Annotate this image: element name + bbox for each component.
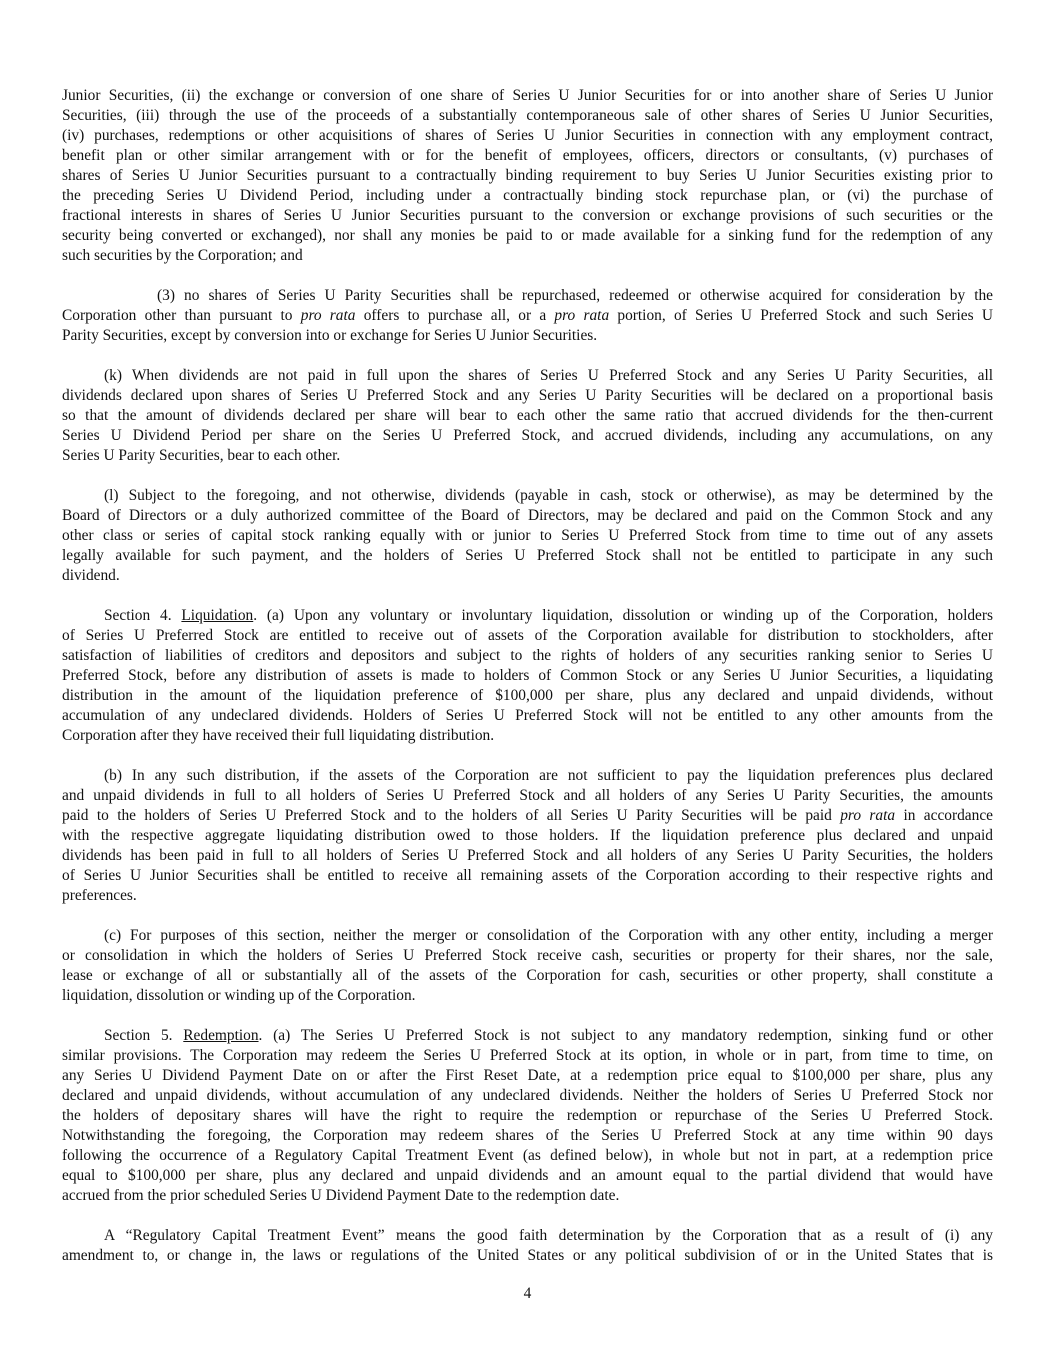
- text-segment: Board of Directors or a duly authorized committee of the Board of Directors, may be declared and paid on the Common Stock and any: [62, 507, 993, 524]
- text-segment: Parity Securities, except by conversion into or exchange for Series U Junior Securities.: [62, 327, 598, 344]
- text-segment: fractional interests in shares of Series U Junior Securities pursuant to the conversion or exchange provisions of such securities or the: [62, 207, 993, 224]
- text-segment: paid to the holders of Series U Preferred Stock and to the holders of all Series U Parity Securities will be paid: [62, 807, 841, 824]
- text-segment: in accordance: [895, 807, 993, 824]
- text-line: [62, 1226, 993, 1246]
- text-segment: Series U Parity Securities, bear to each other.: [62, 447, 341, 464]
- text-line: [62, 606, 993, 626]
- text-segment: such securities by the Corporation; and: [62, 247, 303, 264]
- text-segment: (b) In any such distribution, if the assets of the Corporation are not sufficient to pay the liquidation preferences plus declared: [104, 767, 993, 784]
- text-segment: of Series U Preferred Stock are entitled to receive out of assets of the Corporation available for distribution to stockholders, after: [62, 627, 993, 644]
- text-segment: dividends has been paid in full to all holders of Series U Preferred Stock and all holders of any Series U Parity Securities, the holders: [62, 847, 993, 864]
- text-line: [62, 806, 993, 826]
- text-segment: offers to purchase all, or a: [355, 307, 555, 324]
- text-segment: so that the amount of dividends declared per share will bear to each other the same ratio that accrued dividends for the then-current: [62, 407, 993, 424]
- text-segment: Section 4.: [104, 607, 182, 624]
- text-line: [62, 446, 993, 466]
- text-segment: satisfaction of liabilities of creditors and depositors and subject to the rights of holders of any securities ranking senior to Series U: [62, 647, 993, 664]
- text-line: [62, 1106, 993, 1126]
- text-line: [62, 786, 993, 806]
- text-segment: Preferred Stock, before any distribution of assets is made to holders of Common Stock or any Series U Junior Securities, a liquidating: [62, 667, 993, 684]
- text-line: [62, 226, 993, 246]
- text-segment: declared and unpaid dividends, without accumulation of any undeclared dividends. Neither the holders of Series U Preferred Stock nor: [62, 1087, 993, 1104]
- text-segment: shares of Series U Junior Securities pursuant to a contractually binding requirement to buy Series U Junior Securities existing prior to: [62, 167, 993, 184]
- text-segment: or consolidation in which the holders of Series U Preferred Stock receive cash, securities or property for their shares, nor the sale,: [62, 947, 993, 964]
- text-line: [62, 506, 993, 526]
- text-segment: Corporation after they have received their full liquidating distribution.: [62, 727, 495, 744]
- text-line: [62, 1086, 993, 1106]
- italic-term: pro rata: [300, 307, 356, 324]
- text-line: [62, 86, 993, 106]
- paragraph: [62, 926, 993, 1006]
- text-line: [62, 206, 993, 226]
- text-line: [62, 1046, 993, 1066]
- text-line: [62, 686, 993, 706]
- text-line: [62, 726, 993, 746]
- text-line: [62, 106, 993, 126]
- text-segment: equal to $100,000 per share, plus any declared and unpaid dividends and an amount equal to the partial dividend that would have: [62, 1167, 993, 1184]
- text-segment: . (a) Upon any voluntary or involuntary liquidation, dissolution or winding up of the Corporation, holders: [253, 607, 993, 624]
- text-segment: similar provisions. The Corporation may redeem the Series U Preferred Stock at its option, in whole or in part, from time to time, on: [62, 1047, 993, 1064]
- text-segment: (l) Subject to the foregoing, and not otherwise, dividends (payable in cash, stock or otherwise), as may be determined by the: [104, 487, 993, 504]
- text-segment: Securities, (iii) through the use of the proceeds of a substantially contemporaneous sale of other shares of Series U Junior Securities,: [62, 107, 993, 124]
- text-line: [62, 186, 993, 206]
- text-line: [62, 406, 993, 426]
- text-line: [62, 626, 993, 646]
- text-segment: the holders of depositary shares will have the right to require the redemption or repurchase of the Series U Preferred Stock.: [62, 1107, 993, 1124]
- paragraph: [62, 86, 993, 266]
- text-line: [62, 966, 993, 986]
- text-segment: of Series U Junior Securities shall be entitled to receive all remaining assets of the Corporation according to their respective rights and: [62, 867, 993, 884]
- text-line: [62, 846, 993, 866]
- text-segment: distribution in the amount of the liquidation preference of $100,000 per share, plus any declared and unpaid dividends, without: [62, 687, 993, 704]
- paragraph: [62, 1026, 993, 1206]
- text-segment: security being converted or exchanged), nor shall any monies be paid to or made available for a sinking fund for the redemption of any: [62, 227, 993, 244]
- text-segment: with the respective aggregate liquidating distribution owed to those holders. If the liquidation preference plus declared and unpaid: [62, 827, 993, 844]
- document-body: [62, 86, 993, 1286]
- text-segment: the preceding Series U Dividend Period, including under a contractually binding stock repurchase plan, or (vi) the purchase of: [62, 187, 993, 204]
- text-line: [62, 386, 993, 406]
- text-line: [62, 526, 993, 546]
- text-line: [62, 306, 993, 326]
- paragraph: [62, 766, 993, 906]
- text-line: [62, 1066, 993, 1086]
- text-line: [62, 326, 993, 346]
- text-segment: (k) When dividends are not paid in full upon the shares of Series U Preferred Stock and any Series U Parity Securities, all: [104, 367, 993, 384]
- text-line: [62, 1186, 993, 1206]
- text-line: [62, 1246, 993, 1266]
- paragraph: [62, 486, 993, 586]
- text-line: [62, 1126, 993, 1146]
- text-segment: other class or series of capital stock ranking equally with or junior to Series U Preferred Stock from time to time out of any assets: [62, 527, 993, 544]
- italic-term: pro rata: [554, 307, 610, 324]
- text-segment: Series U Dividend Period per share on the Series U Preferred Stock, and accrued dividends, including any accumulations, on any: [62, 427, 993, 444]
- text-line: [62, 126, 993, 146]
- text-line: [62, 926, 993, 946]
- text-segment: A “Regulatory Capital Treatment Event” means the good faith determination by the Corporation that as a result of (i) any: [104, 1227, 993, 1244]
- text-line: [62, 166, 993, 186]
- text-segment: following the occurrence of a Regulatory Capital Treatment Event (as defined below), in whole but not in part, at a redemption price: [62, 1147, 993, 1164]
- text-segment: Corporation other than pursuant to: [62, 307, 301, 324]
- text-line: [62, 286, 993, 306]
- text-segment: and unpaid dividends in full to all holders of Series U Preferred Stock and all holders of any Series U Parity Securities, the amounts: [62, 787, 993, 804]
- text-segment: . (a) The Series U Preferred Stock is not subject to any mandatory redemption, sinking fund or other: [258, 1027, 993, 1044]
- text-line: [62, 646, 993, 666]
- paragraph: [62, 606, 993, 746]
- text-line: [62, 666, 993, 686]
- text-line: [62, 886, 993, 906]
- paragraph: [62, 1226, 993, 1266]
- italic-term: pro rata: [840, 807, 896, 824]
- text-line: [62, 866, 993, 886]
- text-line: [62, 946, 993, 966]
- text-segment: accrued from the prior scheduled Series U Dividend Payment Date to the redemption date.: [62, 1187, 620, 1204]
- text-segment: amendment to, or change in, the laws or regulations of the United States or any political subdivision of or in the United States that is: [62, 1247, 993, 1264]
- section-heading: Redemption: [183, 1027, 259, 1044]
- text-segment: liquidation, dissolution or winding up of the Corporation.: [62, 987, 416, 1004]
- text-segment: legally available for such payment, and the holders of Series U Preferred Stock shall not be entitled to participate in any such: [62, 547, 993, 564]
- paragraph: [62, 366, 993, 466]
- text-line: [62, 546, 993, 566]
- text-line: [62, 1166, 993, 1186]
- text-line: [62, 486, 993, 506]
- text-segment: any Series U Dividend Payment Date on or after the First Reset Date, at a redemption price equal to $100,000 per share, plus any: [62, 1067, 993, 1084]
- text-segment: portion, of Series U Preferred Stock and such Series U: [609, 307, 993, 324]
- text-line: [62, 706, 993, 726]
- text-segment: (iv) purchases, redemptions or other acquisitions of shares of Series U Junior Securities in connection with any employment contract,: [62, 127, 993, 144]
- section-heading: Liquidation: [181, 607, 254, 624]
- text-segment: accumulation of any undeclared dividends. Holders of Series U Preferred Stock will not be entitled to any other amounts from the: [62, 707, 993, 724]
- text-line: [62, 426, 993, 446]
- text-line: [62, 1146, 993, 1166]
- text-segment: dividends declared upon shares of Series U Preferred Stock and any Series U Parity Securities will be declared on a proportional basis: [62, 387, 993, 404]
- text-line: [62, 146, 993, 166]
- text-segment: (3) no shares of Series U Parity Securities shall be repurchased, redeemed or otherwise acquired for consideration by the: [157, 287, 993, 304]
- text-line: [62, 566, 993, 586]
- text-line: [62, 366, 993, 386]
- text-segment: benefit plan or other similar arrangement with or for the benefit of employees, officers, directors or consultants, (v) purchases of: [62, 147, 993, 164]
- page-number: 4: [523, 1285, 532, 1302]
- text-line: [62, 986, 993, 1006]
- text-line: [62, 826, 993, 846]
- text-line: [62, 1026, 993, 1046]
- text-segment: Section 5.: [104, 1027, 184, 1044]
- text-segment: Notwithstanding the foregoing, the Corporation may redeem shares of the Series U Preferred Stock at any time within 90 days: [62, 1127, 993, 1144]
- text-segment: Junior Securities, (ii) the exchange or conversion of one share of Series U Junior Securities for or into another share of Series U Junior: [62, 87, 993, 104]
- text-segment: (c) For purposes of this section, neither the merger or consolidation of the Corporation with any other entity, including a merger: [104, 927, 993, 944]
- text-line: [62, 246, 993, 266]
- text-segment: preferences.: [62, 887, 137, 904]
- text-segment: dividend.: [62, 567, 120, 584]
- text-segment: lease or exchange of all or substantially all of the assets of the Corporation for cash, securities or other property, shall constitute a: [62, 967, 993, 984]
- text-line: [62, 766, 993, 786]
- paragraph: [62, 286, 993, 346]
